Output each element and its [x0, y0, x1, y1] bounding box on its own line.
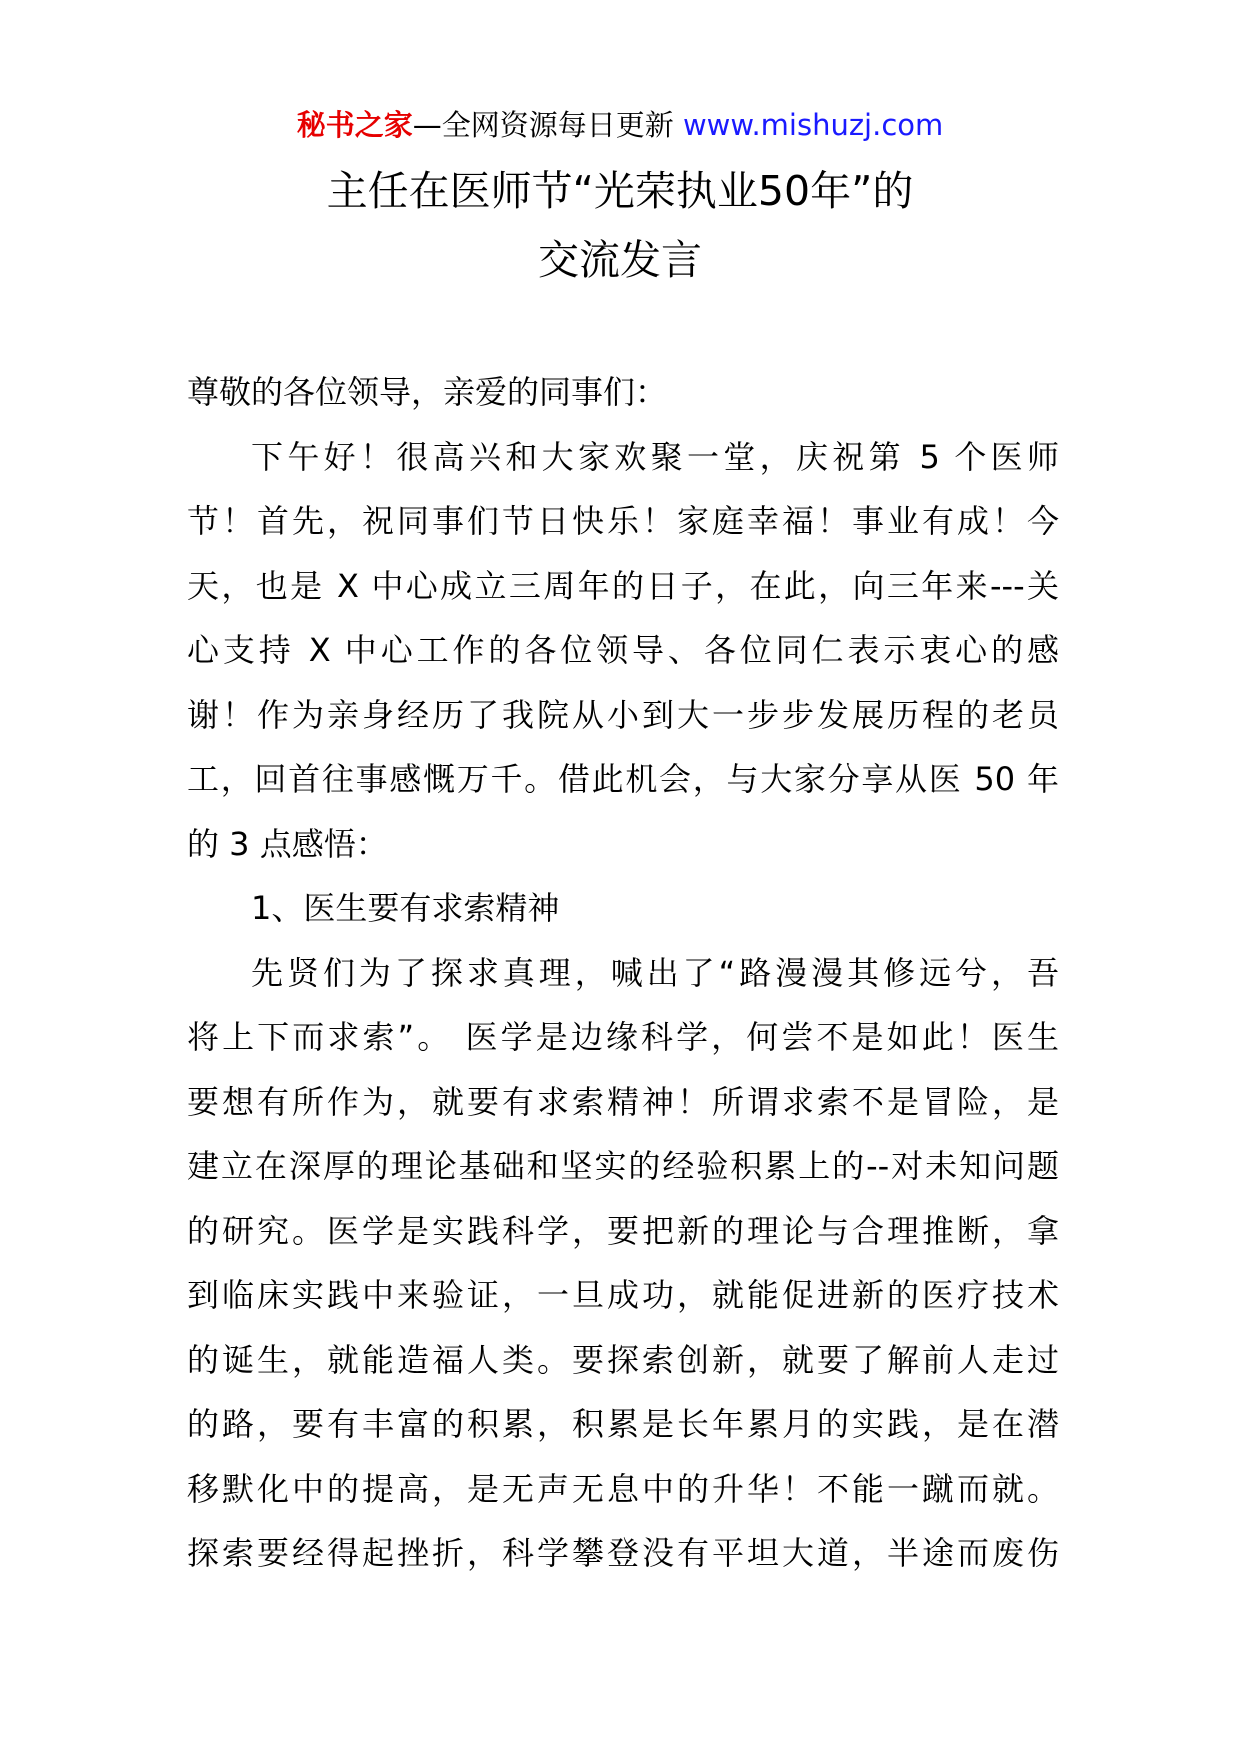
paragraph-1-line: 心支持 X 中心工作的各位领导、各位同仁表示衷心的感: [187, 631, 1059, 669]
paragraph-2-line: 的路，要有丰富的积累，积累是长年累月的实践，是在潜: [187, 1405, 1059, 1443]
paragraph-2-line: 将上下而求索”。 医学是边缘科学，何尝不是如此！医生: [187, 1018, 1059, 1056]
paragraph-1-line: 天，也是 X 中心成立三周年的日子，在此，向三年来---关: [187, 566, 1059, 605]
document-body: [187, 360, 1059, 1586]
site-header: [0, 103, 1240, 147]
paragraph-2-line: 建立在深厚的理论基础和坚实的经验积累上的--对未知问题: [187, 1147, 1059, 1185]
paragraph-1-line: 工，回首往事感慨万千。借此机会，与大家分享从医 50 年: [187, 760, 1059, 798]
site-tagline: —全网资源每日更新: [412, 108, 674, 142]
paragraph-2-line: 的诞生，就能造福人类。要探索创新，就要了解前人走过: [187, 1340, 1059, 1379]
document-title-line-1: 主任在医师节“光荣执业50年”的: [326, 167, 914, 215]
paragraph-2-line: 要想有所作为，就要有求索精神！所谓求索不是冒险，是: [187, 1082, 1059, 1121]
paragraph-2-line: 到临床实践中来验证，一旦成功，就能促进新的医疗技术: [187, 1276, 1059, 1314]
site-url-link[interactable]: www.mishuzj.com: [682, 108, 944, 142]
greeting-line: 尊敬的各位领导，亲爱的同事们：: [187, 373, 668, 411]
paragraph-2-line: 的研究。医学是实践科学，要把新的理论与合理推断，拿: [187, 1211, 1059, 1250]
document-title-line-2: 交流发言: [538, 236, 702, 284]
paragraph-2-line: 先贤们为了探求真理，喊出了“路漫漫其修远兮，吾: [251, 953, 1059, 992]
paragraph-1-line: 的 3 点感悟：: [187, 824, 388, 863]
paragraph-1-line: 节！首先，祝同事们节日快乐！家庭幸福！事业有成！今: [187, 502, 1059, 540]
paragraph-1-line: 谢！作为亲身经历了我院从小到大一步步发展历程的老员: [187, 695, 1059, 734]
paragraph-2-line: 移默化中的提高，是无声无息中的升华！不能一蹴而就。: [187, 1469, 1059, 1508]
section-heading-1: 1、医生要有求索精神: [251, 889, 560, 927]
site-brand: 秘书之家: [296, 108, 413, 142]
paragraph-2-line: 探索要经得起挫折，科学攀登没有平坦大道，半途而废伤: [187, 1534, 1059, 1572]
paragraph-1-line: 下午好！很高兴和大家欢聚一堂，庆祝第 5 个医师: [251, 437, 1059, 476]
